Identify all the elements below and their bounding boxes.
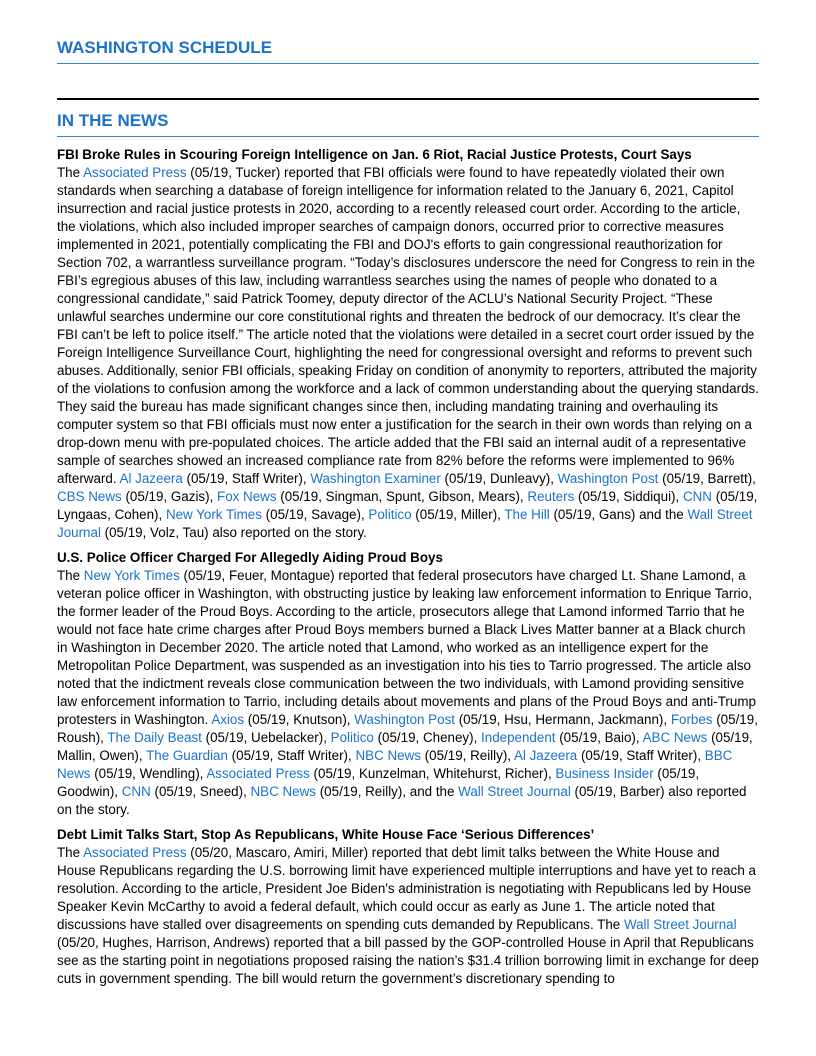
- news-articles: [57, 146, 759, 995]
- article-headline: U.S. Police Officer Charged For Allegedly Aiding Proud Boys: [57, 550, 443, 565]
- article-text: The: [57, 568, 84, 583]
- source-link[interactable]: CBS News: [57, 489, 122, 504]
- source-link[interactable]: NBC News: [250, 784, 316, 799]
- article-text: (05/19, Tucker) reported that FBI officials were found to have repeatedly violated their own standards when searching a database of foreign intelligence for information related to the January 6, 2021, Capitol insurrection and racial justice protests in 2020, according to a recently released court order. According to the article, the violations, which also included improper searches of campaign donors, occurred prior to corrective measures implemented in 2021, potentially complicating the FBI and DOJ's efforts to gain congressional reauthorization for Section 702, a warrantless surveillance program. “Today’s disclosures underscore the need for Congress to rein in the FBI’s egregious abuses of this law, including warrantless searches using the names of people who donated to a congressional candidate,” said Patrick Toomey, deputy director of the ACLU’s National Security Project. “These unlawful searches undermine our core constitutional rights and threaten the bedrock of our democracy. It’s clear the FBI can’t be left to police itself.” The article noted that the violations were detailed in a secret court order issued by the Foreign Intelligence Surveillance Court, highlighting the need for congressional oversight and reforms to prevent such abuses. Additionally, senior FBI officials, speaking Friday on condition of anonymity to reporters, attributed the majority of the violations to confusion among the workforce and a lack of common understanding about the querying standards. They said the bureau has made significant changes since then, including mandating training and overhauling its computer system so that FBI officials must now enter a justification for the search in their own words than relying on a drop-down menu with pre-populated choices. The article added that the FBI said an internal audit of a representative sample of searches showed an increased compliance rate from 82% before the reforms were implemented to 96% afterward.: [57, 165, 759, 486]
- article-text: (05/19, Wendling),: [90, 766, 207, 781]
- source-link[interactable]: NBC News: [355, 748, 421, 763]
- article-text: (05/20, Hughes, Harrison, Andrews) reported that a bill passed by the GOP-controlled House in April that Republicans see as the starting point in negotiations proposed raising the nation’s $31.4 trillion borrowing limit in exchange for deep cuts in government spending. The bill would return the government’s discretionary spending to: [57, 935, 759, 986]
- article-text: (05/19, Uebelacker),: [201, 730, 331, 745]
- source-link[interactable]: Wall Street Journal: [458, 784, 571, 799]
- article-text: (05/19, Reilly),: [420, 748, 514, 763]
- source-link[interactable]: Axios: [211, 712, 245, 727]
- article-text: (05/19, Hsu, Hermann, Jackmann),: [454, 712, 671, 727]
- article-text: (05/19, Barrett),: [658, 471, 756, 486]
- article-body: [57, 844, 759, 988]
- article-text: (05/19, Dunleavy),: [440, 471, 558, 486]
- source-link[interactable]: Associated Press: [83, 845, 187, 860]
- source-link[interactable]: ABC News: [642, 730, 708, 745]
- article-text: (05/19, Volz, Tau) also reported on the story.: [100, 525, 367, 540]
- article-text: (05/19, Knutson),: [244, 712, 355, 727]
- article-text: (05/19, Savage),: [261, 507, 369, 522]
- source-link[interactable]: Associated Press: [83, 165, 187, 180]
- source-link[interactable]: The Hill: [504, 507, 550, 522]
- source-link[interactable]: The Daily Beast: [107, 730, 202, 745]
- news-article: [57, 826, 759, 988]
- article-body: [57, 567, 759, 819]
- article-body: [57, 164, 759, 542]
- article-text: (05/19, Singman, Spunt, Gibson, Mears),: [276, 489, 528, 504]
- source-link[interactable]: Politico: [330, 730, 374, 745]
- source-link[interactable]: BBC News: [57, 748, 733, 781]
- source-link[interactable]: Al Jazeera: [513, 748, 578, 763]
- article-headline: Debt Limit Talks Start, Stop As Republicans, White House Face ‘Serious Differences’: [57, 827, 595, 842]
- article-text: The: [57, 165, 84, 180]
- source-link[interactable]: New York Times: [165, 507, 262, 522]
- article-text: (05/19, Gazis),: [121, 489, 218, 504]
- source-link[interactable]: Fox News: [217, 489, 277, 504]
- article-text: (05/20, Mascaro, Amiri, Miller) reported that debt limit talks between the White House and House Republicans regarding the U.S. borrowing limit have experienced multiple interruptions and have yet to reach a resolution. According to the article, President Joe Biden's administration is negotiating with Republicans led by House Speaker Kevin McCarthy to avoid a federal default, which could occur as early as June 1. The article noted that discussions have stalled over disagreements on spending cuts demanded by Republicans. The: [57, 845, 756, 932]
- article-text: (05/19, Sneed),: [150, 784, 251, 799]
- article-text: (05/19, Baio),: [555, 730, 643, 745]
- source-link[interactable]: Business Insider: [555, 766, 654, 781]
- source-link[interactable]: Politico: [368, 507, 412, 522]
- section-title-in-the-news: IN THE NEWS: [57, 111, 759, 137]
- article-text: (05/19, Staff Writer),: [577, 748, 705, 763]
- article-text: (05/19, Barber) also reported on the story.: [57, 784, 747, 817]
- article-text: (05/19, Gans) and the: [549, 507, 688, 522]
- article-text: (05/19, Lyngaas, Cohen),: [57, 489, 758, 522]
- source-link[interactable]: Wall Street Journal: [57, 507, 753, 540]
- article-headline: FBI Broke Rules in Scouring Foreign Intelligence on Jan. 6 Riot, Racial Justice Protests, Court Says: [57, 147, 692, 162]
- article-text: (05/19, Kunzelman, Whitehurst, Richer),: [309, 766, 556, 781]
- article-text: The: [57, 845, 84, 860]
- source-link[interactable]: Associated Press: [206, 766, 310, 781]
- source-link[interactable]: The Guardian: [146, 748, 228, 763]
- article-text: (05/19, Roush),: [57, 712, 758, 745]
- article-text: (05/19, Feuer, Montague) reported that federal prosecutors have charged Lt. Shane Lamond, a veteran police officer in Washington, with obstructing justice by leaking law enforcement information to Enrique Tarrio, the former leader of the Proud Boys. According to the article, prosecutors allege that Lamond informed Tarrio that he would not face hate crime charges after Proud Boys members burned a Black Lives Matter banner at a Black church in Washington in December 2020. The article noted that Lamond, who worked as an intelligence expert for the Metropolitan Police Department, was suspended as an investigation into his ties to Tarrio progressed. The article also noted that the indictment reveals close communication between the two individuals, with Lamond providing sensitive law enforcement information to Tarrio, including details about movements and plans of the Proud Boys and anti-Trump protesters in Washington.: [57, 568, 756, 727]
- news-article: [57, 549, 759, 819]
- source-link[interactable]: Wall Street Journal: [623, 917, 737, 932]
- source-link[interactable]: Al Jazeera: [119, 471, 183, 486]
- article-text: (05/19, Cheney),: [373, 730, 482, 745]
- source-link[interactable]: Washington Post: [557, 471, 659, 486]
- article-text: (05/19, Staff Writer),: [182, 471, 311, 486]
- section-divider: [57, 98, 759, 100]
- article-text: (05/19, Siddiqui),: [574, 489, 683, 504]
- source-link[interactable]: New York Times: [83, 568, 180, 583]
- section-title-washington-schedule: WASHINGTON SCHEDULE: [57, 38, 759, 64]
- article-text: (05/19, Mallin, Owen),: [57, 730, 753, 763]
- article-text: (05/19, Staff Writer),: [227, 748, 356, 763]
- news-article: [57, 146, 759, 542]
- source-link[interactable]: Washington Examiner: [310, 471, 441, 486]
- source-link[interactable]: CNN: [121, 784, 151, 799]
- source-link[interactable]: Washington Post: [354, 712, 455, 727]
- source-link[interactable]: Forbes: [670, 712, 713, 727]
- article-text: (05/19, Goodwin),: [57, 766, 700, 799]
- source-link[interactable]: Independent: [481, 730, 556, 745]
- article-text: (05/19, Miller),: [411, 507, 505, 522]
- source-link[interactable]: CNN: [682, 489, 712, 504]
- source-link[interactable]: Reuters: [527, 489, 575, 504]
- article-text: (05/19, Reilly), and the: [316, 784, 459, 799]
